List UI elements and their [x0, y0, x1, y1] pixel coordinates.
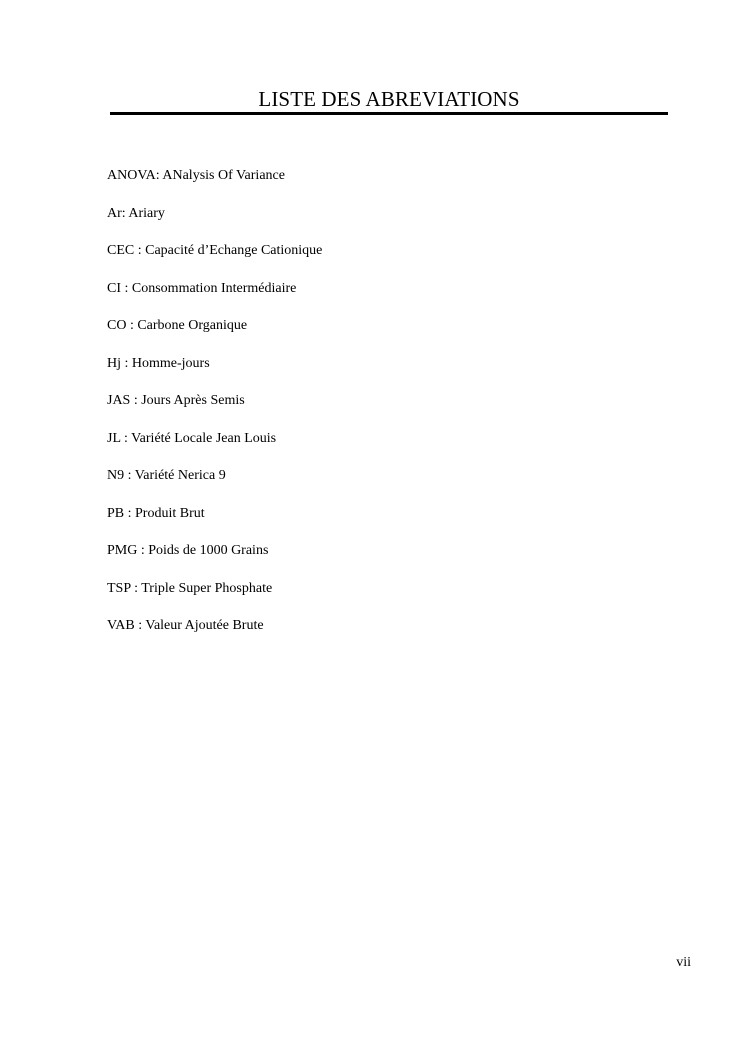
abbreviation-item: CO : Carbone Organique	[107, 318, 248, 333]
abbreviation-item: JL : Variété Locale Jean Louis	[107, 430, 277, 446]
title-underline	[110, 112, 668, 115]
page-number: vii	[676, 955, 691, 970]
abbreviation-item: PMG : Poids de 1000 Grains	[107, 543, 269, 558]
abbreviation-item: JAS : Jours Après Semis	[107, 393, 245, 408]
page-title: LISTE DES ABREVIATIONS	[258, 87, 520, 111]
abbreviation-item: TSP : Triple Super Phosphate	[107, 580, 273, 596]
abbreviation-item: PB : Produit Brut	[107, 505, 205, 521]
abbreviation-item: N9 : Variété Nerica 9	[107, 468, 226, 483]
abbreviation-item: Hj : Homme-jours	[107, 355, 210, 371]
abbreviation-item: ANOVA: ANalysis Of Variance	[107, 168, 285, 183]
abbreviation-item: CEC : Capacité d’Echange Cationique	[107, 243, 323, 258]
abbreviation-list	[107, 166, 322, 654]
abbreviation-item: VAB : Valeur Ajoutée Brute	[107, 618, 264, 633]
abbreviation-item: CI : Consommation Intermédiaire	[107, 280, 297, 296]
abbreviation-item: Ar: Ariary	[107, 205, 165, 221]
